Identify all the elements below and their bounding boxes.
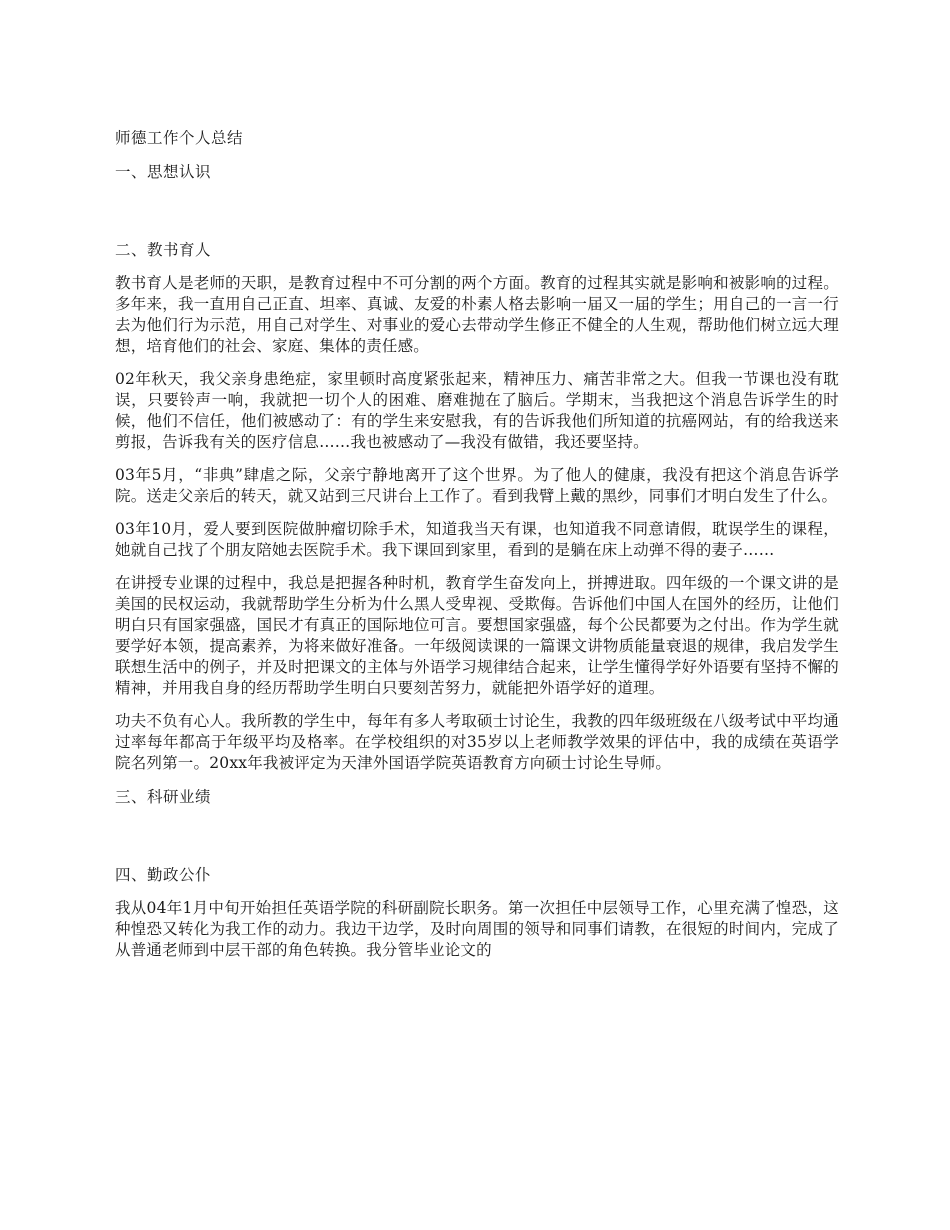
paragraph: 在讲授专业课的过程中，我总是把握各种时机，教育学生奋发向上，拼搏进取。四年级的一个课文讲的是美国的民权运动，我就帮助学生分析为什么黑人受卑视、受欺侮。告诉他们中国人在国外的经历，让他们明白只有国家强盛，国民才有真正的国际地位可言。要想国家强盛，每个公民都要为之付出。作为学生就要学好本领，提高素养，为将来做好准备。一年级阅读课的一篇课文讲物质能量衰退的规律，我启发学生联想生活中的例子，并及时把课文的主体与外语学习规律结合起来，让学生懂得学好外语要有坚持不懈的精神，并用我自身的经历帮助学生明白只要刻苦努力，就能把外语学好的道理。 [115,574,839,697]
section-heading-thought: 一、思想认识 [115,163,212,181]
paragraph: 02年秋天，我父亲身患绝症，家里顿时高度紧张起来，精神压力、痛苦非常之大。但我一节课也没有耽误，只要铃声一响，我就把一切个人的困难、磨难抛在了脑后。学期末，当我把这个消息告诉学生的时候，他们不信任，他们被感动了：有的学生来安慰我，有的告诉我他们所知道的抗癌网站，有的给我送来剪报，告诉我有关的医疗信息……我也被感动了—我没有做错，我还要坚持。 [115,370,839,451]
document-page [115,127,839,973]
document-title: 师德工作个人总结 [115,129,244,147]
section-heading-teaching: 二、教书育人 [115,241,212,259]
section-heading-research: 三、科研业绩 [115,788,212,806]
paragraph: 03年10月，爱人要到医院做肿瘤切除手术，知道我当天有课，也知道我不同意请假，耽误学生的课程，她就自己找了个朋友陪她去医院手术。我下课回到家里，看到的是躺在床上动弹不得的妻子…… [115,520,839,559]
paragraph: 功夫不负有心人。我所教的学生中，每年有多人考取硕士讨论生，我教的四年级班级在八级考试中平均通过率每年都高于年级平均及格率。在学校组织的对35岁以上老师教学效果的评估中，我的成绩在英语学院名列第一。20xx年我被评定为天津外国语学院英语教育方向硕士讨论生导师。 [115,712,839,772]
paragraph: 教书育人是老师的天职，是教育过程中不可分割的两个方面。教育的过程其实就是影响和被影响的过程。多年来，我一直用自己正直、坦率、真诚、友爱的朴素人格去影响一届又一届的学生；用自己的一言一行去为他们行为示范，用自己对学生、对事业的爱心去带动学生修正不健全的人生观，帮助他们树立远大理想，培育他们的社会、家庭、集体的责任感。 [115,274,839,355]
paragraph: 我从04年1月中旬开始担任英语学院的科研副院长职务。第一次担任中层领导工作，心里充满了惶恐，这种惶恐又转化为我工作的动力。我边干边学，及时向周围的领导和同事们请教，在很短的时间内，完成了从普通老师到中层干部的角色转换。我分管毕业论文的 [115,899,839,959]
paragraph: 03年5月，“非典”肆虐之际，父亲宁静地离开了这个世界。为了他人的健康，我没有把这个消息告诉学院。送走父亲后的转天，就又站到三尺讲台上工作了。看到我臂上戴的黑纱，同事们才明白发生了什么。 [115,466,839,505]
section-heading-diligence: 四、勤政公仆 [115,866,212,884]
